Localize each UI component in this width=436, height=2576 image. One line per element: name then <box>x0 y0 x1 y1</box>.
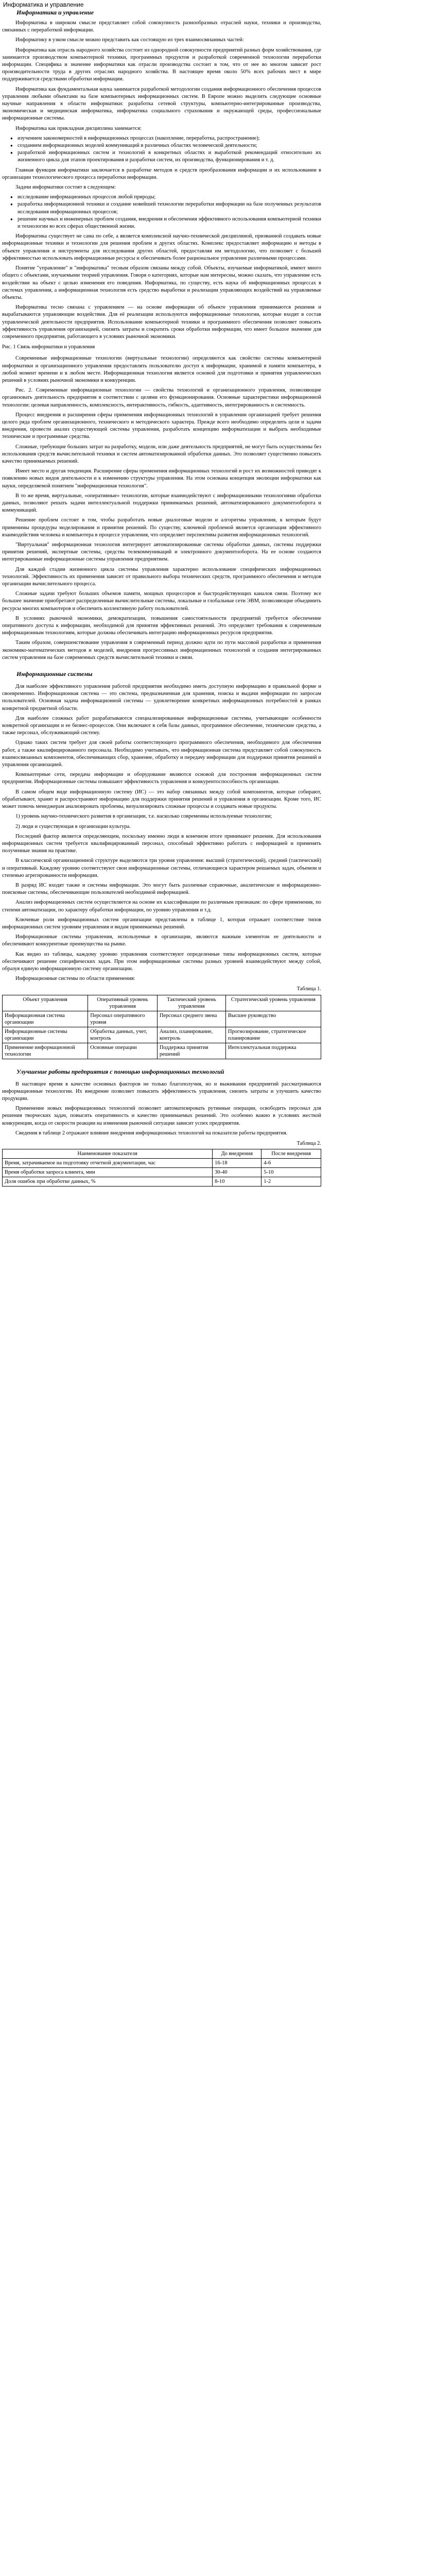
table-cell: Интеллектуальная поддержка <box>225 1043 321 1059</box>
section-heading-information-systems: Информационные системы <box>16 670 93 678</box>
table-header-cell: После внедрения <box>261 1149 321 1159</box>
paragraph: Для наиболее сложных работ разрабатываются специализированные информационные системы, учитывающие особенности конкретной организации и ее бизнес-процессов. Они включают в себя базы данных, программное обеспечение, технические средства, а также персонал, обслуживающий систему. <box>2 715 321 736</box>
paragraph: Таким образом, совершенствование управления в современный период должно идти по пути массовой разработки и применения экономико-математических методов и моделей, внедрения прогрессивных информационных технологий и создания интегрированных систем управления на базе современных средств вычислительной техники и связи. <box>2 640 321 660</box>
paragraph: Компьютерные сети, передача информации и оборудование являются основой для построения информационных систем предприятия. Информационные системы повышают эффективность управления и конкурентоспособность организации. <box>2 772 321 785</box>
paragraph: Информатика существует не сама по себе, а является комплексной научно-технической дисциплиной, призванной создавать новые информационные техники и технологии для решения проблем в других областях. Комплекс предоставляет информацию и методы в объекте управления и инструменты для исследования других областей, предоставляя им методологию, что позволяет с большей эффективностью использовать информационные ресурсы и обеспечивать более рациональное управление различными процессами. <box>2 233 321 261</box>
table-cell: 5-10 <box>261 1168 321 1177</box>
table-cell: Информационная система организации <box>3 1011 88 1027</box>
section-heading-improvement: Улучшение работы предприятия с помощью информационных технологий <box>16 1067 224 1075</box>
table-header-row <box>3 1149 321 1159</box>
list-item: ● разработкой информационных систем и технологий в конкретных областях и выработкой рекомендаций относительно их жизненного цикла для этапов проектирования и разработки систем, их производства, функционирования и т. д. <box>18 149 321 164</box>
bullet-list-tasks <box>2 194 321 230</box>
table-cell: Персонал оперативного уровня <box>88 1011 158 1027</box>
table-title: Таблица 2. <box>297 1140 321 1146</box>
table-efficiency <box>2 1149 321 1187</box>
table-header-cell: До внедрения <box>213 1149 261 1159</box>
table-row <box>3 1159 321 1168</box>
table-header-cell: Стратегический уровень управления <box>225 995 321 1011</box>
paragraph: Ключевые роли информационных систем организации представлены в таблице 1, которая отражает соответствие типов информационных систем уровням управления и видам принимаемых решений. <box>2 917 321 930</box>
table-cell: Доля ошибок при обработке данных, % <box>3 1177 213 1187</box>
table-cell: Время обработки запроса клиента, мин <box>3 1168 213 1177</box>
table-cell: Прогнозирование, стратегическое планирование <box>225 1027 321 1043</box>
paragraph: Анализ информационных систем осуществляется на основе их классификации по различным признакам: по сфере применения, по степени автоматизации, по характеру обработки информации, по уровню управления и т.д. <box>2 900 321 913</box>
paragraph: В то же время, виртуальные, «оперативные» технологии, которые взаимодействуют с информационными технологиями обработки данных, позволяют решать задачи интеллектуальной поддержки принимаемых решений, автоматизированного документооборота и коммуникаций. <box>2 493 321 514</box>
table-header-row <box>3 995 321 1011</box>
table-cell: Поддержка принятия решений <box>157 1043 225 1059</box>
table-cell: Применение информационной технологии <box>3 1043 88 1059</box>
paragraph: Как видно из таблицы, каждому уровню управления соответствуют определенные типы информационных систем, которые обеспечивают решение специфических задач. При этом информационные системы разных уровней взаимодействуют между собой, образуя единую информационную систему организации. <box>2 951 321 972</box>
table-cell: 30-40 <box>213 1168 261 1177</box>
document-title: Информатика и управление <box>3 1 84 8</box>
table-row <box>3 1168 321 1177</box>
paragraph: Современные информационные технологии (виртуальные технологии) определяются как свойство системы компьютерной информатики и организационного управления предоставлять пользователю доступ к информации, хранимой в памяти компьютера, в любой момент времени и в любом месте. Информационная технология является основой для подготовки и принятия управленческих решений в условиях рыночной экономики и конкуренции. <box>2 355 321 383</box>
table-cell: Информационные системы организации <box>3 1027 88 1043</box>
paragraph: Информационные системы по области применения: <box>15 976 135 982</box>
paragraph: Понятие "управление" и "информатика" тесным образом связаны между собой. Объекты, изучаемые информатикой, имеют много общего с объектами, изучаемыми теорией управления. Говоря о категориях, которые нам интересны, можно сказать, что управление есть воздействие на объект с целью изменения его поведения. Информатика, по существу, есть наука об информационных процессах в системах управления, а информационная технология есть средство выработки и реализации управляющих воздействий на управляемые объекты. <box>2 265 321 300</box>
section-heading-informatics: Информатика и управление <box>16 9 94 16</box>
table-cell: Время, затрачиваемое на подготовку отчетной документации, час <box>3 1159 213 1168</box>
list-item: ● исследование информационных процессов любой природы; <box>18 194 321 201</box>
list-item: ● созданием информационных моделей коммуникаций в различных областях человеческой деятельности; <box>18 142 321 149</box>
paragraph: Решение проблем состоит в том, чтобы разработать новые диалоговые модели и алгоритмы управления, к которым будут применимы процедуры моделирования и принятия решений. По существу, ключевой проблемой является организация эффективного взаимодействия человека и компьютера в процессе управления, что определяет перспективы развития информационных технологий. <box>2 517 321 538</box>
paragraph: Информатика как отрасль народного хозяйства состоит из однородной совокупности предприятий разных форм хозяйствования, где занимаются производством компьютерной техники, программных продуктов и разработкой современной технологии переработки информации. Специфика и значение информатики как отрасли производства состоит в том, что от нее во многом зависит рост производительности труда в других отраслях народного хозяйства. В настоящее время около 50% всех рабочих мест в мире поддерживается средствами обработки информации. <box>2 47 321 82</box>
table-cell: Персонал среднего звена <box>157 1011 225 1027</box>
table-row <box>3 1177 321 1187</box>
paragraph: Сложные задачи требуют больших объемов памяти, мощных процессоров и быстродействующих каналов связи. Поэтому все большее значение приобретают распределенные вычислительные системы, локальные и глобальные сети ЭВМ, позволяющие объединить ресурсы многих компьютеров и обеспечить коллективную работу пользователей. <box>2 591 321 612</box>
paragraph: 1) уровень научно-технического развития в организации, т.е. насколько современны используемые технологии; <box>15 814 272 820</box>
table-header-cell: Тактический уровень управления <box>157 995 225 1011</box>
paragraph: Имеет место и другая тенденция. Расширение сферы применения информационных технологий и рост их возможностей приводят к появлению новых видов деятельности и к изменению структуры управления. На этом основана концепция эволюции информатики как науки, определяемой понятием "информационная технология". <box>2 468 321 489</box>
paragraph: Однако таких систем требует для своей работы соответствующего программного обеспечения, необходимого для обеспечения работ, а также квалифицированного персонала. Необходимо учитывать, что информационная система представляет собой совокупность взаимосвязанных компонентов, обеспечивающих сбор, хранение, обработку и передачу информации для поддержки принятия решений и управления организацией. <box>2 740 321 768</box>
paragraph: В разряд ИС входят также и системы информации. Это могут быть различные справочные, аналитические и информационно-поисковые системы, обеспечивающие пользователей необходимой информацией. <box>2 882 321 896</box>
paragraph: Информатика в широком смысле представляет собой совокупность разнообразных отраслей науки, техники и производства, связанных с переработкой информации. <box>2 20 321 33</box>
table-management-levels <box>2 995 321 1059</box>
paragraph: Процесс внедрения и расширения сферы применения информационных технологий в управлении организацией требует решения целого ряда проблем организационного, технического и методического характера. Прежде всего необходимо определить цели и задачи внедрения, провести анализ существующей системы управления, разработать концепцию информатизации и выбрать необходимые технические и программные средства. <box>2 412 321 440</box>
paragraph: Информатику в узком смысле можно представить как состоящую из трех взаимосвязанных частей: <box>15 37 244 43</box>
paragraph: Информатика тесно связана с управлением — на основе информации об объекте управления принимаются решения и вырабатываются управляющие воздействия. Для её реализации используются информационные технологии, которые входят в состав управленческой деятельности предприятия. Использование компьютерной техники и программного обеспечения позволяет повысить эффективность управления организацией, снизить затраты и сократить сроки обработки информации, что имеет большое значение для современного предприятия, работающего в условиях рыночной экономики. <box>2 304 321 340</box>
table-cell: 1-2 <box>261 1177 321 1187</box>
table-cell: Основные операции <box>88 1043 158 1059</box>
paragraph: Главная функция информатики заключается в разработке методов и средств преобразования информации и их использовании в организации технологического процесса переработки информации. <box>2 167 321 180</box>
paragraph: В настоящее время в качестве основных факторов не только благополучия, но и выживания предприятий рассматриваются информационные технологии. Их внедрение позволяет повысить эффективность управления, снизить затраты и улучшить качество продукции. <box>2 1081 321 1101</box>
paragraph: Применение новых информационных технологий позволяет автоматизировать рутинные операции, освободить персонал для решения творческих задач, повысить оперативность и качество принимаемых решений. Это особенно важно в условиях жесткой конкуренции, когда от скорости реакции на изменения рыночной ситуации зависит успех предприятия. <box>2 1106 321 1126</box>
list-item: ● решение научных и инженерных проблем создания, внедрения и обеспечения эффективного использования компьютерной техники и технологии во всех сферах общественной жизни. <box>18 216 321 230</box>
table-header-cell: Объект управления <box>3 995 88 1011</box>
table-cell: Высшее руководство <box>225 1011 321 1027</box>
paragraph: В условиях рыночной экономики, демократизации, повышения самостоятельности предприятий требуется обеспечение оперативного доступа к информации, необходимой для принятия эффективных решений. Это определяет требования к современным информационным технологиям, которые должны обеспечивать интеграцию информационных ресурсов предприятия. <box>2 615 321 636</box>
paragraph: В самом общем виде информационную систему (ИС) — это набор связанных между собой компонентов, которые собирают, обрабатывают, хранят и распространяют информацию для поддержки принятия решений и управления в организации. Кроме того, ИС может помочь менеджерам анализировать проблемы, визуализировать сложные процессы и создавать новые продукты. <box>2 789 321 810</box>
table-cell: Обработка данных, учет, контроль <box>88 1027 158 1043</box>
figure-caption: Рис. 1 Связь информатики и управления <box>2 344 95 350</box>
table-cell: Анализ, планирование, контроль <box>157 1027 225 1043</box>
paragraph: "Виртуальная" информационная технология интегрирует автоматизированные системы обработки данных, системы поддержки принятия решений, экспертные системы, средства телекоммуникаций и электронного документооборота. На ее основе создаются интегрированные информационные системы управления предприятием. <box>2 542 321 563</box>
paragraph: Информационные системы управления, используемые в организации, являются важным элементом ее деятельности и обеспечивают конкурентные преимущества на рынке. <box>2 934 321 947</box>
table-title: Таблица 1. <box>297 986 321 992</box>
paragraph: 2) люди и существующая в организации культура. <box>15 823 131 829</box>
table-cell: 8-10 <box>213 1177 261 1187</box>
paragraph: Сведения в таблице 2 отражают влияние внедрения информационных технологий на показатели работы предприятия. <box>15 1130 288 1136</box>
table-cell: 16-18 <box>213 1159 261 1168</box>
paragraph: Информатика как фундаментальная наука занимается разработкой методологии создания информационного обеспечения процессов управления любыми объектами на базе компьютерных информационных систем. В Европе можно выделить следующие основные научные направления в области информатики: разработка сетевой структуры, компьютерно-интегрированные производства, экономическая и медицинская информатика, информатика социального страхования и окружающей среды, профессиональные информационные системы. <box>2 86 321 122</box>
document-body <box>2 8 321 1187</box>
table-row <box>3 1043 321 1059</box>
paragraph: Для каждой стадии жизненного цикла системы управления характерно использование специфических информационных технологий. Эффективность их применения зависит от правильного выбора технических средств, программного обеспечения и методов организации вычислительного процесса. <box>2 566 321 587</box>
paragraph: Сложные, требующие больших затрат на разработку, модели, или даже деятельность предприятий, не могут быть осуществлены без использования средств вычислительной техники и систем автоматизированной обработки данных. Это позволяет существенно повысить качество принимаемых решений. <box>2 444 321 464</box>
paragraph: Для наиболее эффективного управления работой предприятия необходимо иметь доступную информацию в правильной форме и своевременно. Информационная система — это система, предназначенная для хранения, поиска и выдачи информации по запросам пользователей. Основная задача информационной системы — удовлетворение конкретных информационных потребностей в рамках конкретной предметной области. <box>2 684 321 711</box>
paragraph: В классической организационной структуре выделяются три уровня управления: высший (стратегический), средний (тактический) и оперативный. Каждому уровню соответствуют свои информационные системы, отличающиеся характером решаемых задач, объемом и степенью агрегированности информации. <box>2 858 321 878</box>
table-header-cell: Наименование показателя <box>3 1149 213 1159</box>
table-cell: 4-6 <box>261 1159 321 1168</box>
table-row <box>3 1027 321 1043</box>
bullet-list-applied <box>2 135 321 164</box>
list-item: ● изучением закономерностей в информационных процессах (накопление, переработка, распространение); <box>18 135 321 142</box>
paragraph: Рис. 2. Современные информационные технологии — свойства технологий и организационного управления, позволяющие организовать деятельность предприятия в соответствии с целями его функционирования. Основные характеристики информационной технологии: целевая направленность, комплексность, интерактивность, гибкость, адаптивность, интегрированность и системность. <box>2 387 321 408</box>
paragraph: Информатика как прикладная дисциплина занимается: <box>15 125 142 131</box>
paragraph: Задачи информатики состоят в следующем: <box>15 184 116 191</box>
list-item: ● разработка информационной техники и создание новейшей технологии переработки информации на базе полученных результатов исследования информационных процессов; <box>18 201 321 215</box>
paragraph: Последний фактор является определяющим, поскольку именно люди в конечном итоге принимают решения. Для использования информационных систем требуется квалифицированный персонал, способный эффективно работать с информацией и применять полученные знания на практике. <box>2 833 321 854</box>
table-row <box>3 1011 321 1027</box>
table-header-cell: Оперативный уровень управления <box>88 995 158 1011</box>
